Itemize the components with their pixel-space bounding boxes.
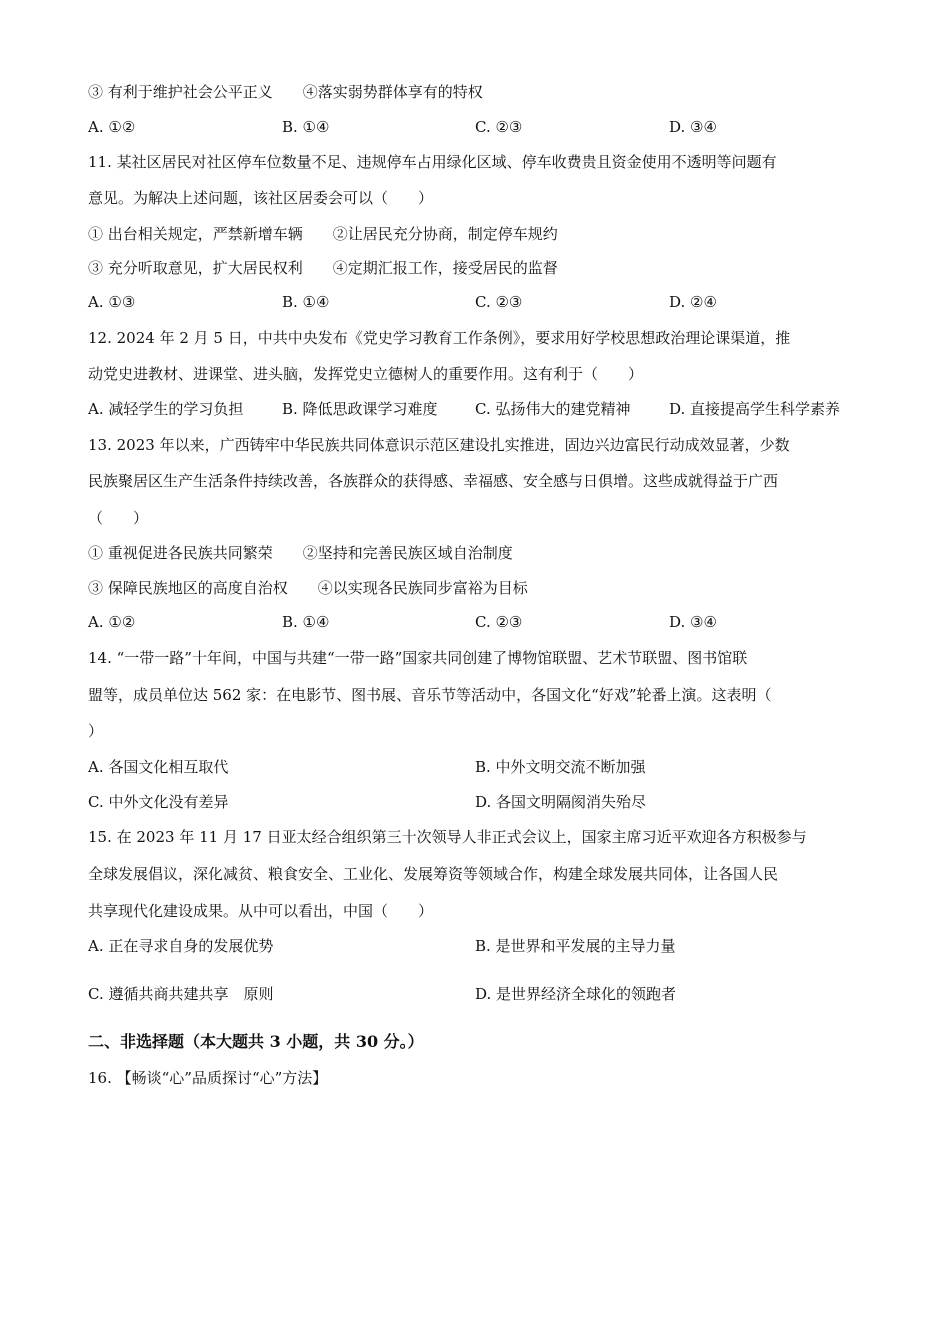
q10-option-a: A. ①②: [88, 118, 136, 136]
q12-stem-line-2: 动党史进教材、进课堂、进头脑，发挥党史立德树人的重要作用。这有利于（ ）: [88, 365, 644, 383]
q14-stem-line-1: 14. “一带一路”十年间，中国与共建“一带一路”国家共同创建了博物馆联盟、艺术节联盟、图书馆联: [88, 649, 748, 667]
q11-option-a: A. ①③: [88, 293, 136, 311]
q15-option-a: A. 正在寻求自身的发展优势: [88, 937, 274, 955]
q15-stem-line-1: 15. 在 2023 年 11 月 17 日亚太经合组织第三十次领导人非正式会议上，国家主席习近平欢迎各方积极参与: [88, 828, 807, 846]
q11-option-d: D. ②④: [669, 293, 717, 311]
q11-statements-3-4: ③ 充分听取意见，扩大居民权利 ④定期汇报工作，接受居民的监督: [88, 259, 558, 277]
q13-option-a: A. ①②: [88, 613, 136, 631]
q14-option-d: D. 各国文明隔阂消失殆尽: [475, 793, 647, 811]
q14-option-c: C. 中外文化没有差异: [88, 793, 229, 811]
q13-statements-3-4: ③ 保障民族地区的高度自治权 ④以实现各民族同步富裕为目标: [88, 579, 528, 597]
q15-stem-line-3: 共享现代化建设成果。从中可以看出，中国（ ）: [88, 902, 434, 920]
q13-option-c: C. ②③: [475, 613, 523, 631]
q14-stem-line-3: ）: [88, 722, 104, 740]
q12-option-b: B. 降低思政课学习难度: [282, 400, 438, 418]
q15-option-b: B. 是世界和平发展的主导力量: [475, 937, 676, 955]
q16-title: 16. 【畅谈“心”品质探讨“心”方法】: [88, 1069, 328, 1087]
q11-statements-1-2: ① 出台相关规定，严禁新增车辆 ②让居民充分协商，制定停车规约: [88, 225, 558, 243]
q13-stem-line-2: 民族聚居区生产生活条件持续改善，各族群众的获得感、幸福感、安全感与日俱增。这些成就得益于广西: [88, 472, 779, 490]
q11-option-b: B. ①④: [282, 293, 330, 311]
q10-statements-3-4: ③ 有利于维护社会公平正义 ④落实弱势群体享有的特权: [88, 83, 483, 101]
q11-stem-line-2: 意见。为解决上述问题，该社区居委会可以（ ）: [88, 189, 434, 207]
q12-option-c: C. 弘扬伟大的建党精神: [475, 400, 631, 418]
q15-option-c: C. 遵循共商共建共享 原则: [88, 985, 274, 1003]
q14-option-a: A. 各国文化相互取代: [88, 758, 229, 776]
q14-stem-line-2: 盟等，成员单位达 562 家：在电影节、图书展、音乐节等活动中，各国文化“好戏”轮番上演。这表明（: [88, 686, 772, 704]
section-heading: 二、非选择题（本大题共 3 小题，共 30 分。）: [88, 1032, 424, 1051]
q13-option-d: D. ③④: [669, 613, 717, 631]
q13-option-b: B. ①④: [282, 613, 330, 631]
q12-stem-line-1: 12. 2024 年 2 月 5 日，中共中央发布《党史学习教育工作条例》，要求用好学校思想政治理论课渠道，推: [88, 329, 791, 347]
q10-option-c: C. ②③: [475, 118, 523, 136]
q13-stem-line-3: （ ）: [88, 509, 149, 527]
q14-option-b: B. 中外文明交流不断加强: [475, 758, 646, 776]
q15-stem-line-2: 全球发展倡议，深化减贫、粮食安全、工业化、发展筹资等领域合作，构建全球发展共同体，让各国人民: [88, 865, 779, 883]
q13-stem-line-1: 13. 2023 年以来，广西铸牢中华民族共同体意识示范区建设扎实推进，固边兴边富民行动成效显著，少数: [88, 436, 790, 454]
q12-option-d: D. 直接提高学生科学素养: [669, 400, 841, 418]
q13-statements-1-2: ① 重视促进各民族共同繁荣 ②坚持和完善民族区域自治制度: [88, 544, 513, 562]
q10-option-d: D. ③④: [669, 118, 717, 136]
q10-option-b: B. ①④: [282, 118, 330, 136]
q15-option-d: D. 是世界经济全球化的领跑者: [475, 985, 677, 1003]
q11-option-c: C. ②③: [475, 293, 523, 311]
q11-stem-line-1: 11. 某社区居民对社区停车位数量不足、违规停车占用绿化区域、停车收费贵且资金使用不透明等问题有: [88, 153, 777, 171]
q12-option-a: A. 减轻学生的学习负担: [88, 400, 244, 418]
